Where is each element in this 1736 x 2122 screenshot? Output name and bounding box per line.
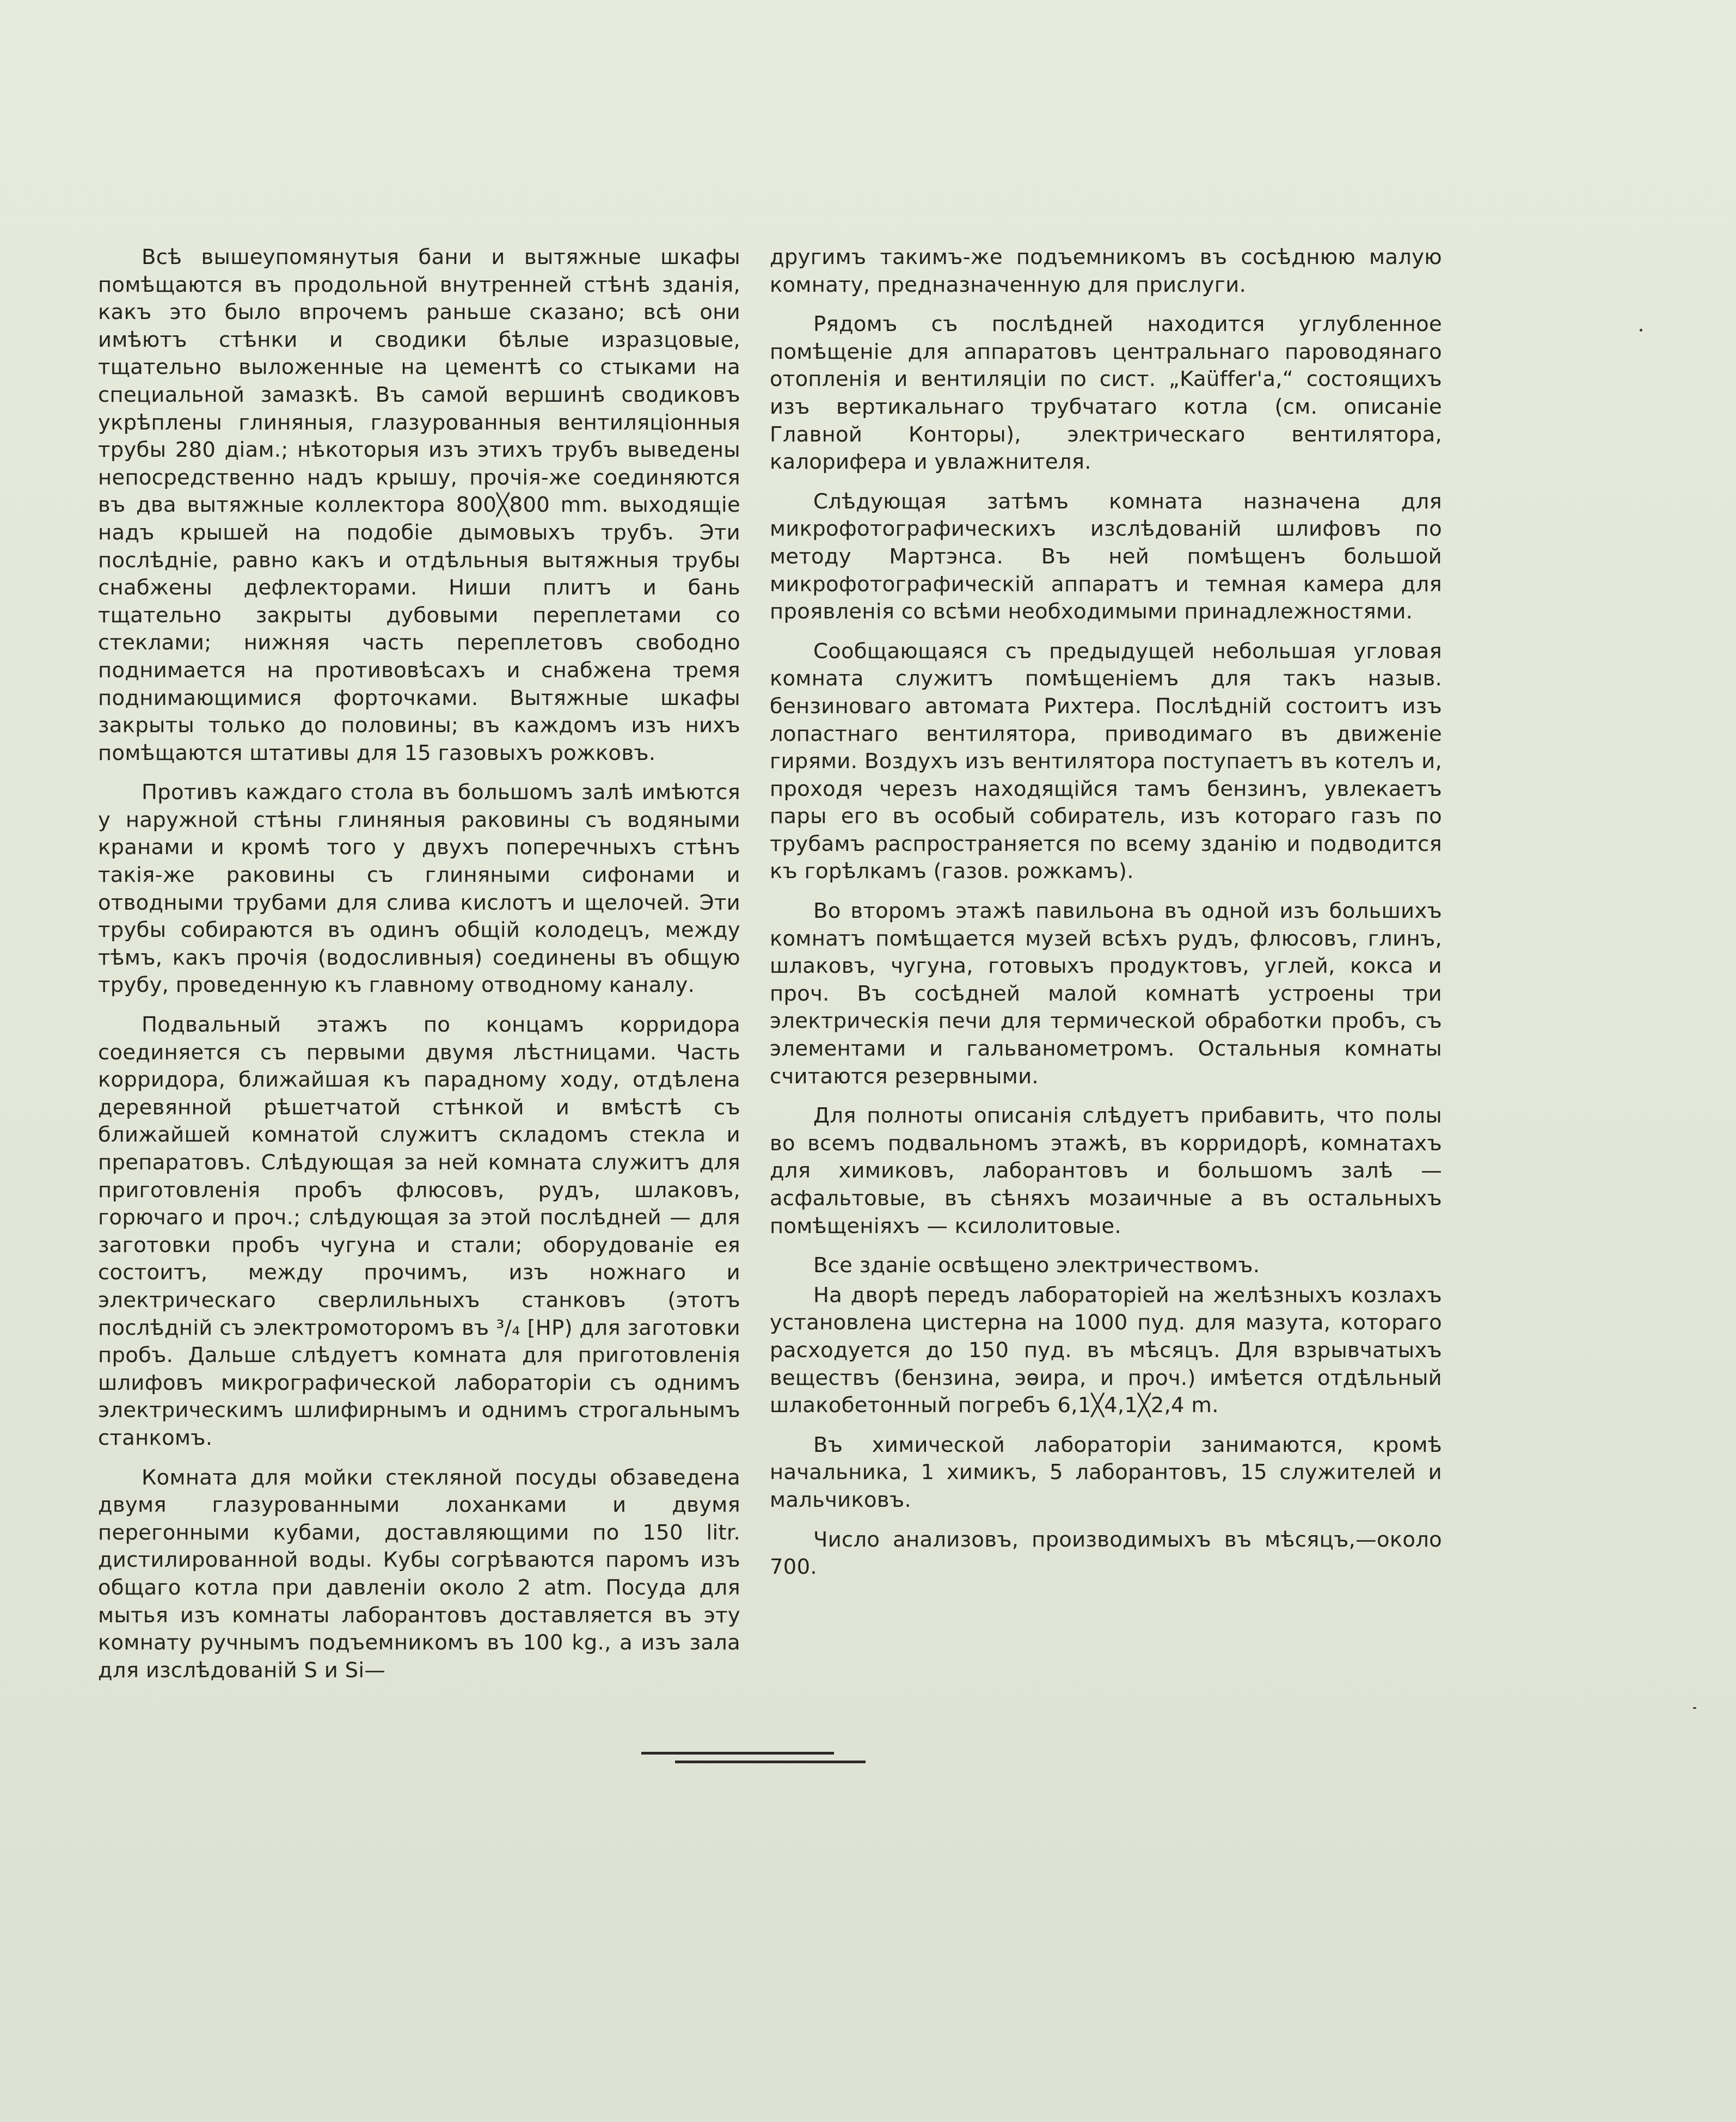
right-text-column bbox=[770, 244, 1442, 1593]
paragraph: Противъ каждаго стола въ большомъ залѣ имѣются у наружной стѣны глиняныя раковины съ водяными кранами и кромѣ того у двухъ поперечныхъ стѣнъ такія-же раковины съ глиняными сифонами и отводными трубами для слива кислотъ и щелочей. Эти трубы собираются въ одинъ общій колодецъ, между тѣмъ, какъ прочія (водосливныя) соединены въ общую трубу, проведенную къ главному отводному каналу. bbox=[98, 780, 740, 998]
paragraph: Число анализовъ, производимыхъ въ мѣсяцъ,—около 700. bbox=[770, 1527, 1442, 1580]
paragraph: Всѣ вышеупомянутыя бани и вытяжные шкафы помѣщаются въ продольной внутренней стѣнѣ зданія, какъ это было впрочемъ раньше сказано; всѣ они имѣютъ стѣнки и сводики бѣлые изразцовые, тщательно выложенные на цементѣ со стыками на специальной замазкѣ. Въ самой вершинѣ сводиковъ укрѣплены глиняныя, глазурованныя вентиляціонныя трубы 280 діам.; нѣкоторыя изъ этихъ трубъ выведены непосредственно надъ крышу, прочія-же соединяются въ два вытяжные коллектора 800╳800 mm. выходящіе надъ крышей на подобіе дымовыхъ трубъ. Эти послѣдніе, равно какъ и отдѣльныя вытяжныя трубы снабжены дефлекторами. Ниши плитъ и бань тщательно закрыты дубовыми переплетами со стеклами; нижняя часть переплетовъ свободно поднимается на противовѣсахъ и снабжена тремя поднимающимися форточками. Вытяжные шкафы закрыты только до половины; въ каждомъ изъ нихъ помѣщаются штативы для 15 газовыхъ рожковъ. bbox=[98, 245, 740, 765]
paragraph: Все зданіе освѣщено электричествомъ. bbox=[813, 1253, 1260, 1278]
paragraph: Во второмъ этажѣ павильона въ одной изъ большихъ комнатъ помѣщается музей всѣхъ рудъ, флюсовъ, глинъ, шлаковъ, чугуна, готовыхъ продуктовъ, углей, кокса и проч. Въ сосѣдней малой комнатѣ устроены три электрическія печи для термической обработки пробъ, съ элементами и гальванометромъ. Остальныя комнаты считаются резервными. bbox=[770, 899, 1442, 1089]
paragraph: Подвальный этажъ по концамъ корридора соединяется съ первыми двумя лѣстницами. Часть корридора, ближайшая къ парадному ходу, отдѣлена деревянной рѣшетчатой стѣнкой и вмѣстѣ съ ближайшей комнатой служитъ складомъ стекла и препаратовъ. Слѣдующая за ней комната служитъ для приготовленія пробъ флюсовъ, рудъ, шлаковъ, горючаго и проч.; слѣдующая за этой послѣдней — для заготовки пробъ чугуна и стали; оборудованіе ея состоитъ, между прочимъ, изъ ножнаго и электрическаго сверлильныхъ станковъ (этотъ послѣдній съ электромоторомъ въ ³/₄ [HP) для заготовки пробъ. Дальше слѣдуетъ комната для приготовленія шлифовъ микрографической лабораторіи съ однимъ электрическимъ шлифирнымъ и однимъ строгальнымъ станкомъ. bbox=[98, 1013, 740, 1450]
end-rule-upper bbox=[641, 1752, 834, 1755]
paragraph: Сообщающаяся съ предыдущей небольшая угловая комната служитъ помѣщеніемъ для такъ назыв. бензиноваго автомата Рихтера. Послѣдній состоитъ изъ лопастнаго вентилятора, приводимаго въ движеніе гирями. Воздухъ изъ вентилятора поступаетъ въ котелъ и, проходя черезъ находящійся тамъ бензинъ, увлекаетъ пары его въ особый собиратель, изъ котораго газъ по трубамъ распространяется по всему зданію и подводится къ горѣлкамъ (газов. рожкамъ). bbox=[770, 639, 1442, 884]
paragraph: Рядомъ съ послѣдней находится углубленное помѣщеніе для аппаратовъ центральнаго пароводянаго отопленія и вентиляціи по сист. „Kaüffer'a,“ состоящихъ изъ вертикальнаго трубчатаго котла (см. описаніе Главной Конторы), электрическаго вентилятора, калорифера и увлажнителя. bbox=[770, 312, 1442, 475]
paragraph: Въ химической лабораторіи занимаются, кромѣ начальника, 1 химикъ, 5 лаборантовъ, 15 служителей и мальчиковъ. bbox=[770, 1432, 1442, 1512]
end-rule-lower bbox=[675, 1761, 866, 1763]
paragraph: Комната для мойки стекляной посуды обзаведена двумя глазурованными лоханками и двумя перегонными кубами, доставляющими по 150 litr. дистилированной воды. Кубы согрѣваются паромъ изъ общаго котла при давленіи около 2 atm. Посуда для мытья изъ комнаты лаборантовъ доставляется въ эту комнату ручнымъ подъемникомъ въ 100 kg., а изъ зала для изслѣдованій S и Si— bbox=[98, 1465, 740, 1683]
page-mark bbox=[1640, 329, 1642, 332]
paragraph: На дворѣ передъ лабораторіей на желѣзныхъ козлахъ установлена цистерна на 1000 пуд. для мазута, котораго расходуется до 150 пуд. въ мѣсяцъ. Для взрывчатыхъ веществъ (бензина, эѳира, и проч.) имѣется отдѣльный шлакобетонный погребъ 6,1╳4,1╳2,4 m. bbox=[770, 1283, 1442, 1418]
paragraph: Для полноты описанія слѣдуетъ прибавить, что полы во всемъ подвальномъ этажѣ, въ корридорѣ, комнатахъ для химиковъ, лаборантовъ и большомъ залѣ — асфальтовые, въ сѣняхъ мозаичные а въ остальныхъ помѣщеніяхъ — ксилолитовые. bbox=[770, 1103, 1442, 1238]
left-text-column bbox=[98, 244, 740, 1696]
continued-paragraph: другимъ такимъ-же подъемникомъ въ сосѣднюю малую комнату, предназначенную для прислуги. bbox=[770, 245, 1442, 297]
paragraph: Слѣдующая затѣмъ комната назначена для микрофотографическихъ изслѣдованій шлифовъ по методу Мартэнса. Въ ней помѣщенъ большой микрофотографическій аппаратъ и темная камера для проявленія со всѣми необходимыми принадлежностями. bbox=[770, 489, 1442, 624]
page-mark bbox=[1693, 1707, 1696, 1709]
